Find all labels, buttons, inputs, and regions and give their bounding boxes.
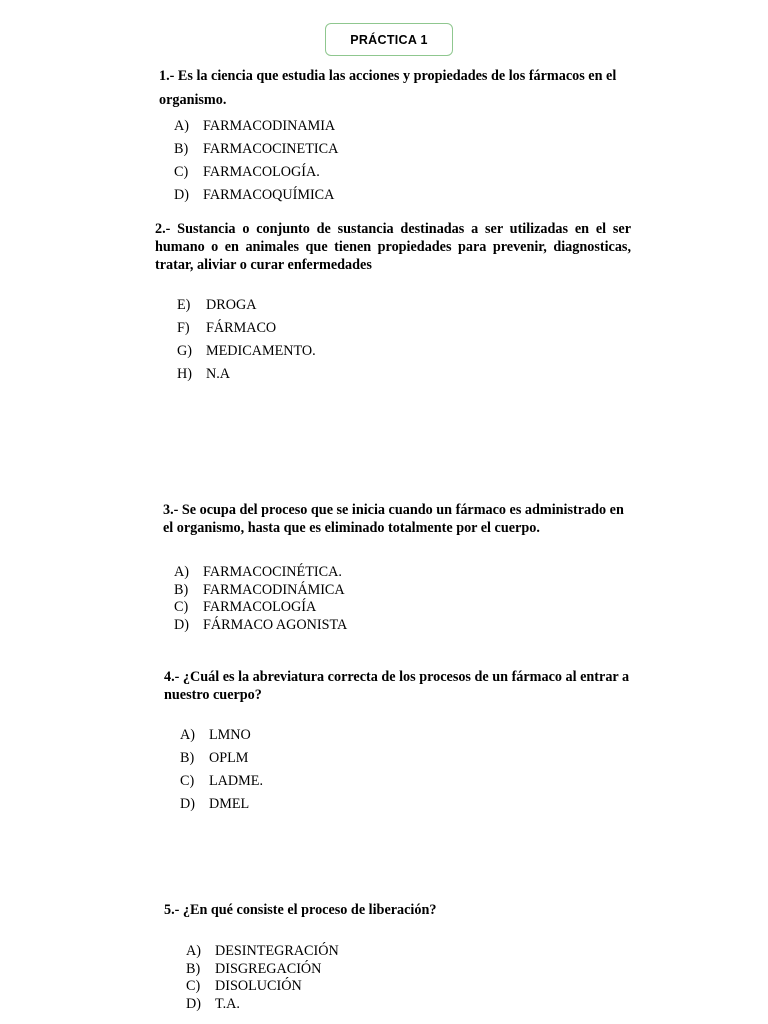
question-1-text: 1.- Es la ciencia que estudia las acciones y propiedades de los fármacos en el organismo. [159,68,617,108]
option-text: FARMACOCINETICA [203,141,339,157]
option-letter: D) [174,187,189,203]
option-item [174,116,338,139]
page-title: PRÁCTICA 1 [325,23,453,56]
option-item [177,295,316,318]
option-item [177,341,316,364]
option-text: MEDICAMENTO. [206,343,316,359]
option-letter: F) [177,320,190,336]
option-letter: A) [174,564,189,580]
option-text: FARMACOCINÉTICA. [203,564,342,580]
option-item [174,582,347,600]
option-text: FARMACOLOGÍA [203,599,317,615]
question-2-text: 2.- Sustancia o conjunto de sustancia destinadas a ser utilizadas en el ser humano o en animales que tienen propiedades para prevenir, diagnosticas, tratar, aliviar o curar enfermedades [155,221,631,273]
option-letter: B) [180,750,195,766]
question-3-options [174,564,347,634]
option-letter: D) [186,995,201,1012]
option-item [180,748,263,771]
option-item [180,794,263,817]
option-text: FARMACOLOGÍA. [203,164,320,180]
option-item [177,318,316,341]
option-letter: B) [186,960,201,977]
option-letter: C) [174,599,189,615]
option-item [174,599,347,617]
option-letter: H) [177,366,192,382]
option-text: DISOLUCIÓN [215,978,302,994]
option-item [177,364,316,387]
question-5-options [186,943,339,1013]
option-text: FARMACODINAMIA [203,118,336,134]
option-item [174,185,338,208]
option-text: FARMACOQUÍMICA [203,187,335,203]
option-letter: D) [180,796,195,812]
option-item [174,139,338,162]
option-text: LADME. [209,773,263,789]
option-text: DISGREGACIÓN [215,960,322,977]
option-text: FÁRMACO [206,320,277,336]
option-letter: B) [174,581,189,598]
option-text: DROGA [206,297,257,313]
question-4-options [180,725,263,817]
option-item [174,564,347,582]
option-letter: C) [180,773,195,789]
question-1-options [174,116,338,208]
option-item [174,162,338,185]
option-item [186,961,339,979]
option-letter: A) [186,943,201,959]
option-text: N.A [206,366,231,382]
option-letter: E) [177,297,191,313]
option-letter: C) [186,978,201,994]
option-letter: C) [174,164,189,180]
question-2-options [177,295,316,387]
option-text: DMEL [209,796,250,812]
option-item [174,617,347,635]
option-text: FARMACODINÁMICA [203,581,345,598]
option-item [186,943,339,961]
option-letter: B) [174,141,189,157]
option-item [180,725,263,748]
option-text: OPLM [209,750,249,766]
option-item [180,771,263,794]
option-item [186,978,339,996]
option-letter: D) [174,616,189,633]
question-3-text: 3.- Se ocupa del proceso que se inicia cuando un fármaco es administrado en el organismo, hasta que es eliminado totalmente por el cuerpo. [163,502,624,536]
option-text: FÁRMACO AGONISTA [203,616,348,633]
question-5-text: 5.- ¿En qué consiste el proceso de liberación? [164,902,437,918]
option-text: DESINTEGRACIÓN [215,943,339,959]
option-text: T.A. [215,995,240,1012]
option-item [186,996,339,1014]
option-letter: A) [180,727,195,743]
option-text: LMNO [209,727,251,743]
question-4-text: 4.- ¿Cuál es la abreviatura correcta de los procesos de un fármaco al entrar a nuestro cuerpo? [164,669,630,703]
option-letter: G) [177,343,192,359]
option-letter: A) [174,118,189,134]
